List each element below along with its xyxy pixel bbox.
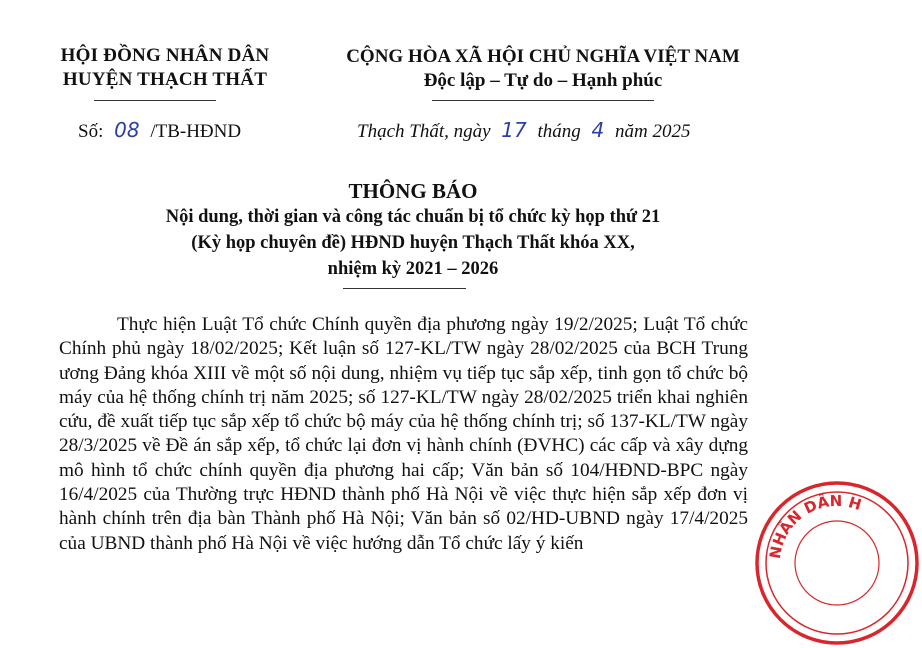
date-month-label: tháng bbox=[537, 121, 581, 142]
header-right-divider bbox=[432, 100, 654, 101]
date-year: năm 2025 bbox=[615, 121, 691, 142]
body-paragraph: Thực hiện Luật Tổ chức Chính quyền địa phương ngày 19/2/2025; Luật Tổ chức Chính phủ ngày 18/02/2025; Kết luận số 127-KL/TW ngày 28/02/2025 của BCH Trung ương Đảng khóa XIII về một số nội dung, nhiệm vụ tiếp tục sắp xếp, tinh gọn tổ chức bộ máy của hệ thống chính trị năm 2025; số 127-KL/TW ngày 28/02/2025 triển khai nghiên cứu, đề xuất tiếp tục sắp xếp tổ chức bộ máy của hệ thống chính trị; số 137-KL/TW ngày 28/3/2025 về Đề án sắp xếp, tổ chức lại đơn vị hành chính (ĐVHC) các cấp và xây dựng mô hình tổ chức chính quyền địa phương hai cấp; Văn bản số 104/HĐND-BPC ngày 16/4/2025 của Thường trực HĐND thành phố Hà Nội về việc thực hiện sắp xếp đơn vị hành chính trên địa bàn Thành phố Hà Nội; Văn bản số 02/HD-UBND ngày 17/4/2025 của UBND thành phố Hà Nội về việc hướng dẫn Tổ chức lấy ý kiến bbox=[59, 314, 748, 554]
title-divider bbox=[343, 288, 466, 289]
date-day-handwritten: 17 bbox=[501, 118, 527, 142]
document-number bbox=[78, 118, 241, 143]
document-number-prefix: Số: bbox=[78, 121, 104, 142]
seal-text-path: NHÂN DÂN H bbox=[765, 491, 864, 561]
document-number-handwritten: 08 bbox=[114, 118, 140, 142]
issuing-body-line2: HUYỆN THẠCH THẤT bbox=[62, 69, 268, 90]
seal-text bbox=[766, 491, 864, 560]
date-place: Thạch Thất, ngày bbox=[357, 121, 491, 142]
document-number-suffix: /TB-HĐND bbox=[150, 121, 242, 142]
issuing-body-line1: HỘI ĐỒNG NHÂN DÂN bbox=[60, 45, 270, 66]
document-title: THÔNG BÁO bbox=[348, 179, 478, 203]
date-month-handwritten: 4 bbox=[591, 118, 605, 142]
document-subtitle-line3: nhiệm kỳ 2021 – 2026 bbox=[327, 259, 499, 279]
national-motto: Độc lập – Tự do – Hạnh phúc bbox=[423, 70, 663, 91]
official-seal bbox=[752, 478, 922, 648]
document-subtitle-line2: (Kỳ họp chuyên đề) HĐND huyện Thạch Thất khóa XX, bbox=[191, 233, 635, 253]
document-subtitle-line1: Nội dung, thời gian và công tác chuẩn bị tổ chức kỳ họp thứ 21 bbox=[165, 207, 661, 227]
header-left-divider bbox=[94, 100, 216, 101]
national-title: CỘNG HÒA XÃ HỘI CHỦ NGHĨA VIỆT NAM bbox=[346, 46, 740, 67]
document-date bbox=[357, 118, 690, 143]
